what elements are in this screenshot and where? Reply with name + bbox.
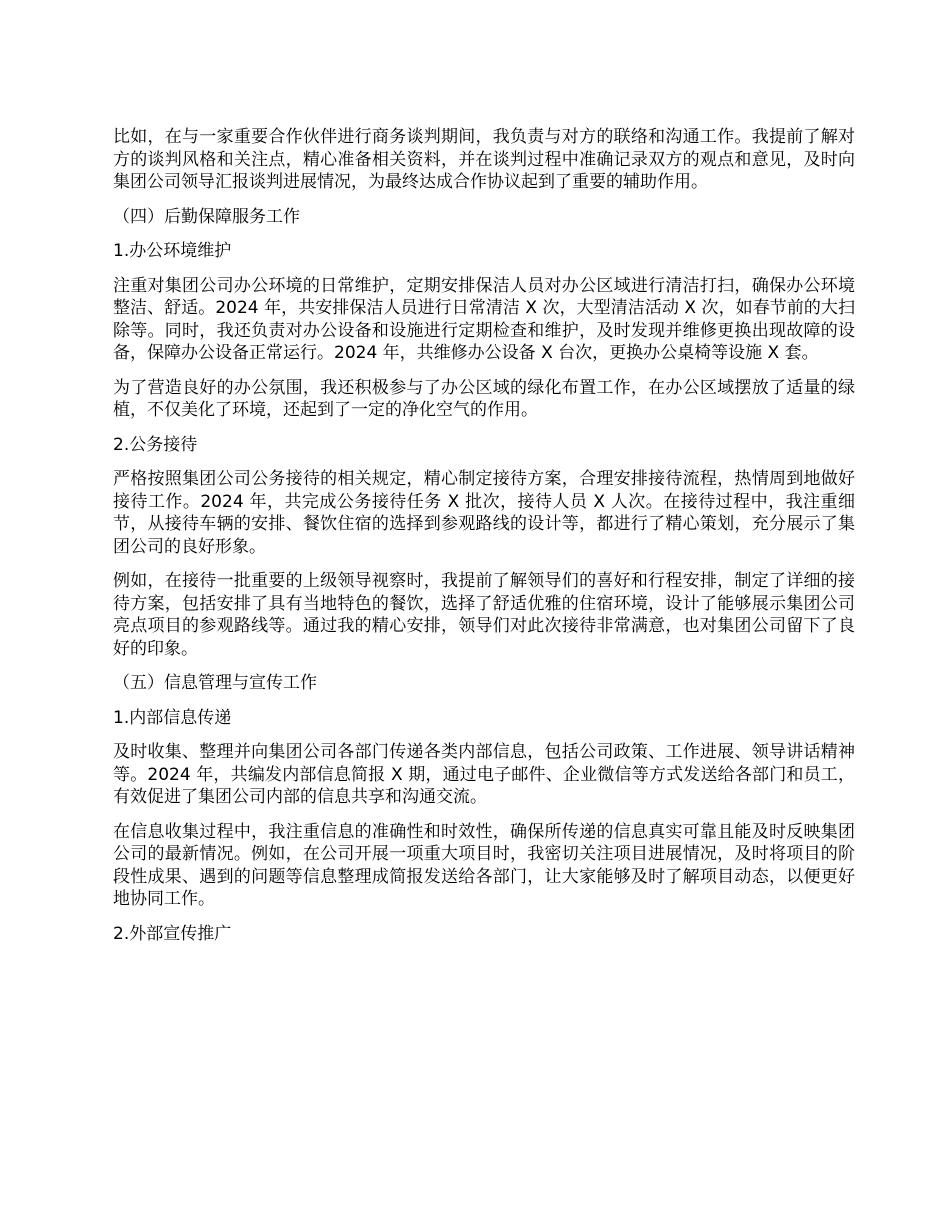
subheading-internal-info: 1.内部信息传递 bbox=[113, 707, 232, 728]
paragraph-negotiation-example: 比如，在与一家重要合作伙伴进行商务谈判期间，我负责与对方的联络和沟通工作。我提前了解对方的谈判风格和关注点，精心准备相关资料，并在谈判过程中准确记录双方的观点和意见，及时向集团公司领导汇报谈判进展情况，为最终达成合作协议起到了重要的辅助作用。 bbox=[113, 127, 855, 192]
paragraph-office-greening: 为了营造良好的办公氛围，我还积极参与了办公区域的绿化布置工作，在办公区域摆放了适量的绿植，不仅美化了环境，还起到了一定的净化空气的作用。 bbox=[113, 377, 855, 420]
subheading-external-promotion: 2.外部宣传推广 bbox=[113, 923, 232, 944]
section-heading-information: （五）信息管理与宣传工作 bbox=[113, 673, 317, 693]
paragraph-internal-info: 及时收集、整理并向集团公司各部门传递各类内部信息，包括公司政策、工作进展、领导讲话精神等。2024 年，共编发内部信息简报 X 期，通过电子邮件、企业微信等方式发送给各部门和员工，有效促进了集团公司内部的信息共享和沟通交流。 bbox=[113, 742, 855, 807]
section-heading-logistics: （四）后勤保障服务工作 bbox=[113, 206, 300, 227]
paragraph-office-maintenance: 注重对集团公司办公环境的日常维护，定期安排保洁人员对办公区域进行清洁打扫，确保办公环境整洁、舒适。2024 年，共安排保洁人员进行日常清洁 X 次，大型清洁活动 X 次，如春节前的大扫除等。同时，我还负责对办公设备和设施进行定期检查和维护，及时发现并维修更换出现故障的设备，保障办公设备正常运行。2024 年，共维修办公设备 X 台次，更换办公桌椅等设施 X 套。 bbox=[113, 275, 855, 363]
paragraph-info-collection: 在信息收集过程中，我注重信息的准确性和时效性，确保所传递的信息真实可靠且能及时反映集团公司的最新情况。例如，在公司开展一项重大项目时，我密切关注项目进展情况，及时将项目的阶段性成果、遇到的问题等信息整理成简报发送给各部门，让大家能够及时了解项目动态，以便更好地协同工作。 bbox=[113, 821, 855, 909]
paragraph-reception-rules: 严格按照集团公司公务接待的相关规定，精心制定接待方案，合理安排接待流程，热情周到地做好接待工作。2024 年，共完成公务接待任务 X 批次，接待人员 X 人次。在接待过程中，我注重细节，从接待车辆的安排、餐饮住宿的选择到参观路线的设计等，都进行了精心策划，充分展示了集团公司的良好形象。 bbox=[113, 469, 855, 557]
subheading-office-environment: 1.办公环境维护 bbox=[113, 241, 232, 261]
document-page bbox=[113, 126, 855, 957]
subheading-official-reception: 2.公务接待 bbox=[113, 434, 198, 455]
paragraph-reception-example: 例如，在接待一批重要的上级领导视察时，我提前了解领导们的喜好和行程安排，制定了详细的接待方案，包括安排了具有当地特色的餐饮，选择了舒适优雅的住宿环境，设计了能够展示集团公司亮点项目的参观路线等。通过我的精心安排，领导们对此次接待非常满意，也对集团公司留下了良好的印象。 bbox=[113, 571, 855, 659]
